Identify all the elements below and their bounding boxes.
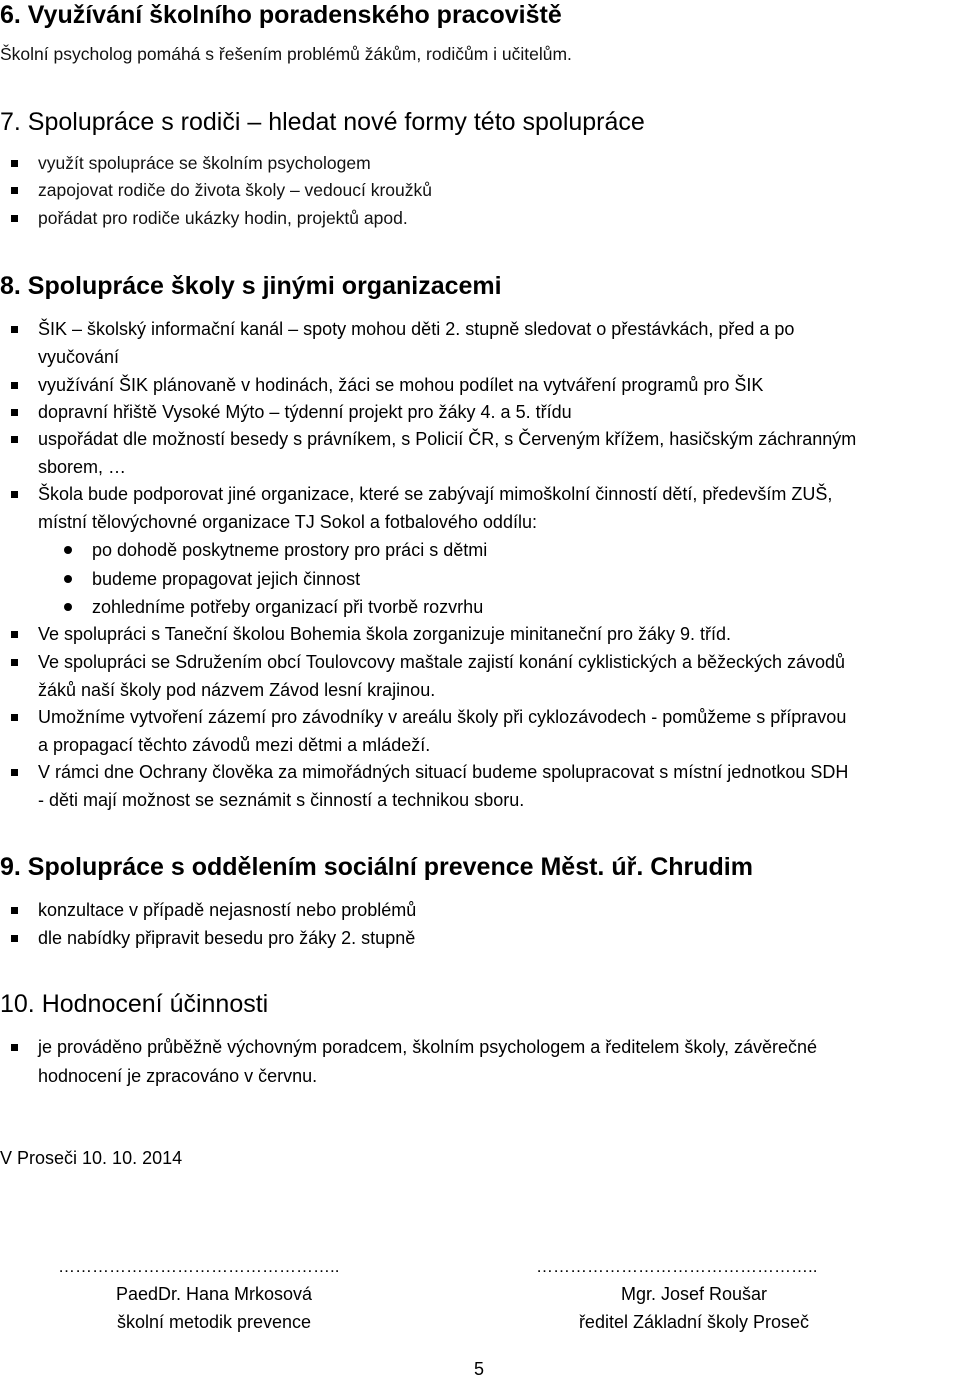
section6-text: Školní psycholog pomáhá s řešením problémů žákům, rodičům i učitelům.: [0, 44, 572, 64]
section8-item7-line1: Ve spolupráci se Sdružením obcí Toulovcovy maštale zajistí konání cyklistických a běžeckých závodů: [38, 652, 846, 672]
bullet-dot: [64, 603, 72, 611]
section10-item-line1: je prováděno průběžně výchovným poradcem, školním psychologem a ředitelem školy, závěrečné: [38, 1037, 818, 1057]
bullet-square: [11, 769, 18, 776]
section7-heading: 7. Spolupráce s rodiči – hledat nové formy této spolupráce: [0, 108, 645, 136]
section8-item9-line1: V rámci dne Ochrany člověka za mimořádných situací budeme spolupracovat s místní jednotkou SDH: [38, 762, 849, 782]
section7-item-3: pořádat pro rodiče ukázky hodin, projektů apod.: [38, 208, 408, 228]
section8-subitem-1: po dohodě poskytneme prostory pro práci s dětmi: [92, 540, 488, 560]
section8-heading: 8. Spolupráce školy s jinými organizacemi: [0, 272, 502, 300]
section8-item7-line2: žáků naší školy pod názvem Závod lesní krajinou.: [38, 680, 436, 700]
signature-left-role: školní metodik prevence: [116, 1312, 312, 1332]
bullet-square: [11, 907, 18, 914]
section8-item4-line2: sborem, …: [38, 457, 127, 477]
section6-heading: 6. Využívání školního poradenského pracoviště: [0, 1, 562, 29]
section9-heading: 9. Spolupráce s oddělením sociální prevence Měst. úř. Chrudim: [0, 853, 753, 881]
section8-subitem-3: zohledníme potřeby organizací při tvorbě rozvrhu: [92, 597, 484, 617]
bullet-square: [11, 215, 18, 222]
section8-item9-line2: - děti mají možnost se seznámit s činností a technikou sboru.: [38, 790, 525, 810]
section8-item2: využívání ŠIK plánovaně v hodinách, žáci se mohou podílet na vytváření programů pro ŠIK: [38, 375, 764, 395]
signature-right-role: ředitel Základní školy Proseč: [578, 1312, 810, 1332]
bullet-dot: [64, 546, 72, 554]
section8-item8-line1: Umožníme vytvoření zázemí pro závodníky v areálu školy při cyklozávodech - pomůžeme s přípravou: [38, 707, 847, 727]
place-date: V Proseči 10. 10. 2014: [0, 1148, 183, 1168]
bullet-square: [11, 382, 18, 389]
section8-item1-line2: vyučování: [38, 347, 120, 367]
section9-item-2: dle nabídky připravit besedu pro žáky 2. stupně: [38, 928, 416, 948]
section10-heading: 10. Hodnocení účinnosti: [0, 990, 269, 1018]
bullet-square: [11, 436, 18, 443]
section8-item6: Ve spolupráci s Taneční školou Bohemia škola zorganizuje minitaneční pro žáky 9. tříd.: [38, 624, 732, 644]
section8-item8-line2: a propagací těchto závodů mezi dětmi a mládeží.: [38, 735, 431, 755]
bullet-square: [11, 409, 18, 416]
bullet-square: [11, 659, 18, 666]
section8-subitem-2: budeme propagovat jejich činnost: [92, 569, 361, 589]
bullet-square: [11, 714, 18, 721]
section9-item-1: konzultace v případě nejasností nebo problémů: [38, 900, 417, 920]
bullet-square: [11, 187, 18, 194]
bullet-square: [11, 491, 18, 498]
bullet-square: [11, 1044, 18, 1051]
bullet-square: [11, 935, 18, 942]
bullet-square: [11, 160, 18, 167]
bullet-square: [11, 326, 18, 333]
bullet-square: [11, 631, 18, 638]
section7-item-2: zapojovat rodiče do života školy – vedoucí kroužků: [38, 180, 432, 200]
signature-left-name: PaedDr. Hana Mrkosová: [115, 1284, 313, 1304]
bullet-dot: [64, 575, 72, 583]
section8-item5-line2: místní tělovýchovné organizace TJ Sokol a fotbalového oddílu:: [38, 512, 537, 532]
section8-item3: dopravní hřiště Vysoké Mýto – týdenní projekt pro žáky 4. a 5. třídu: [38, 402, 572, 422]
section8-item5-line1: Škola bude podporovat jiné organizace, které se zabývají mimoškolní činností dětí, především ZUŠ,: [38, 484, 833, 504]
section8-item4-line1: uspořádat dle možností besedy s právníkem, s Policií ČR, s Červeným křížem, hasičským záchranným: [38, 429, 857, 449]
signature-right-name: Mgr. Josef Roušar: [620, 1284, 768, 1304]
section7-item-1: využít spolupráce se školním psychologem: [38, 153, 371, 173]
page-number: 5: [474, 1359, 485, 1379]
signature-line-left: …………………………………………..: [58, 1257, 340, 1276]
signature-line-right: …………………………………………..: [536, 1257, 818, 1276]
section8-item1-line1: ŠIK – školský informační kanál – spoty mohou děti 2. stupně sledovat o přestávkách, před a po: [38, 319, 795, 339]
section10-item-line2: hodnocení je zpracováno v červnu.: [38, 1066, 318, 1086]
